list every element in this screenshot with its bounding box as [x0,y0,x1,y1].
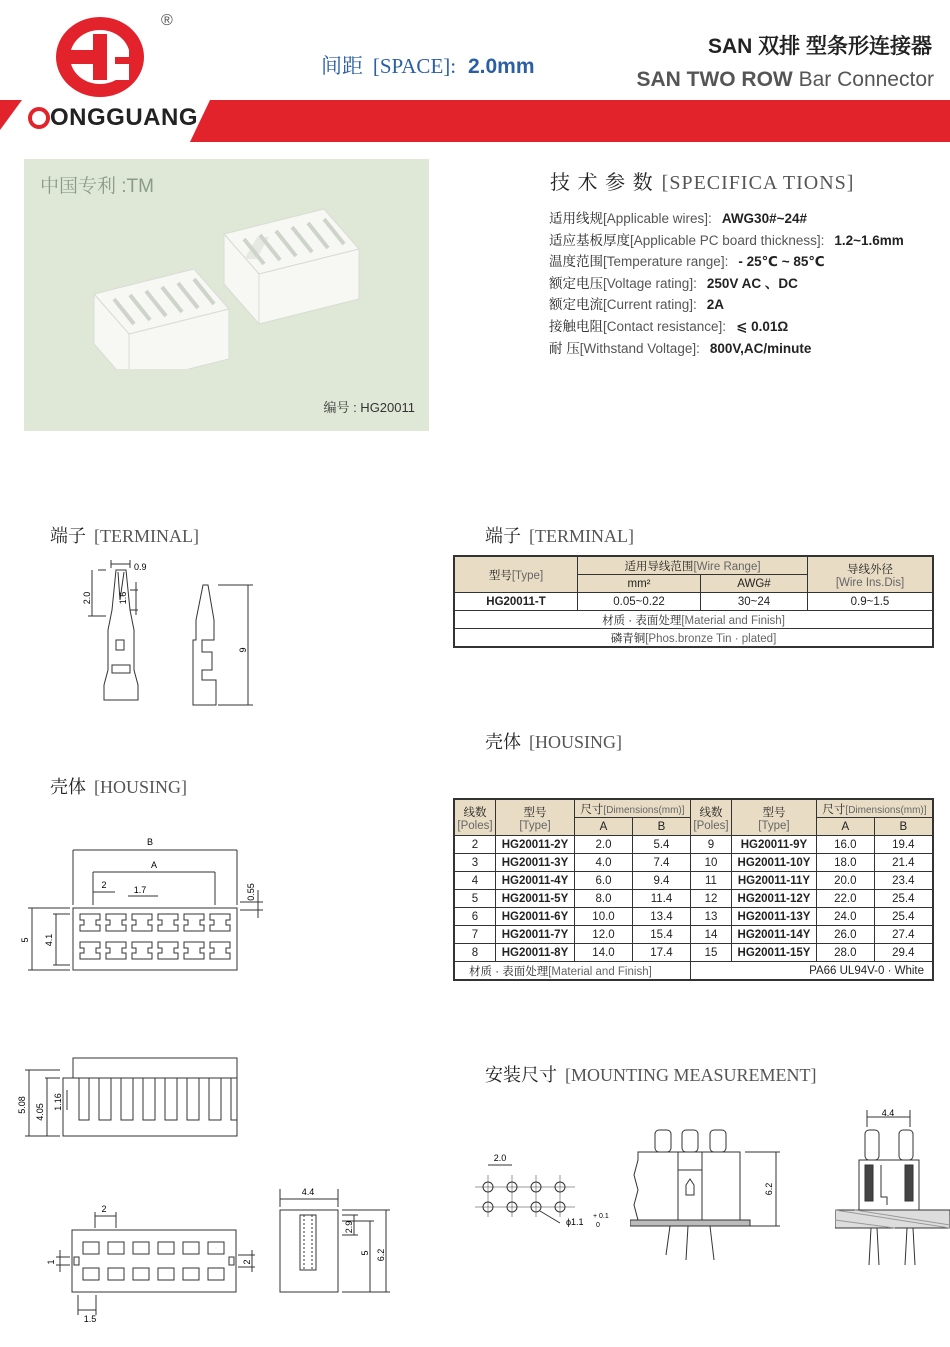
housing-drawing-title-cn: 壳体 [50,777,86,797]
table-cell: HG20011-13Y [731,908,816,926]
spec-row [549,294,904,316]
mounting-title-en: [MOUNTING MEASUREMENT] [565,1065,817,1085]
spec-label-en: [Applicable wires]: [603,211,712,226]
table-cell: 13.4 [632,908,690,926]
hole-tol-plus: + 0.1 [593,1213,609,1220]
dim-2: 2 [101,880,107,890]
col-b-header-2: B [874,818,933,836]
terminal-mm2-value: 0.05~0.22 [578,593,701,611]
mounting-title-cn: 安装尺寸 [485,1065,557,1085]
table-cell: 13 [690,908,731,926]
spec-row [549,208,904,230]
housing-poles-header: 线数 [Poles] [454,799,496,836]
table-cell: 28.0 [816,944,874,962]
table-cell: 3 [454,854,496,872]
table-cell: HG20011-12Y [731,890,816,908]
table-cell: 16.0 [816,836,874,854]
terminal-table-title [485,522,634,548]
dim-2-0: 2.0 [82,591,92,605]
specs-title [550,166,854,195]
table-cell: 7.4 [632,854,690,872]
brand-wordmark [28,103,198,133]
table-cell: HG20011-9Y [731,836,816,854]
table-cell: 9 [690,836,731,854]
spec-value: 1.2~1.6mm [834,232,904,248]
table-cell: 15.4 [632,926,690,944]
table-cell: 14 [690,926,731,944]
dim-9: 9 [238,647,248,653]
table-cell: 24.0 [816,908,874,926]
dim-end-5: 5 [360,1250,370,1256]
table-cell: 20.0 [816,872,874,890]
housing-drawing-title-en: [HOUSING] [94,777,187,797]
specs-title-en: [SPECIFICA TIONS] [661,172,855,194]
table-cell: 17.4 [632,944,690,962]
title-cn-prefix: SAN [707,35,753,58]
housing-material-value: PA66 UL94V-0 · White [690,962,933,981]
pcb-hole-pattern [470,1145,620,1235]
dim-a: A [150,860,158,870]
table-row [454,926,933,944]
terminal-awg-value: 30~24 [701,593,808,611]
table-cell: HG20011-2Y [496,836,575,854]
dim-1-7: 1.7 [133,885,147,895]
spec-row [549,338,904,360]
terminal-type-value: HG20011-T [454,593,578,611]
company-logo [55,14,165,104]
dim-end-4-4: 4.4 [301,1187,315,1197]
terminal-table-title-en: [TERMINAL] [529,526,634,546]
spec-label-cn: 额定电压 [549,275,603,291]
table-cell: 4.0 [575,854,633,872]
pitch-cn: 间距 [321,55,363,78]
table-cell: 2 [454,836,496,854]
terminal-wire-range-header: 适用导线范围[Wire Range] [578,556,808,575]
terminal-table-title-cn: 端子 [485,526,521,546]
housing-end-drawing [270,1185,400,1295]
housing-cavities [80,914,230,959]
table-cell: 10 [690,854,731,872]
table-cell: 4 [454,872,496,890]
housing-table [453,798,934,981]
table-cell: 12 [690,890,731,908]
terminal-ins-value: 0.9~1.5 [808,593,934,611]
spec-label-cn: 适用线规 [549,211,603,226]
terminal-mm2-header: mm² [578,575,701,593]
registered-mark: ® [161,12,173,29]
spec-label-en: [Voltage rating]: [603,275,697,291]
housing-dim-header-2: 尺寸[Dimensions(mm)] [816,799,933,818]
terminal-awg-header: AWG# [701,575,808,593]
table-cell: 2.0 [575,836,633,854]
spec-value: 250V AC 、DC [706,275,798,291]
mount-height: 6.2 [764,1182,774,1196]
product-code: 编号 : HG20011 [323,400,415,415]
housing-material-label: 材质 · 表面处理[Material and Finish] [454,962,690,981]
housing-bottom-drawing [40,1200,270,1325]
table-cell: 8.0 [575,890,633,908]
spec-row [549,230,904,252]
table-cell: 8 [454,944,496,962]
dim-bottom-2: 2 [101,1204,107,1214]
spec-value: AWG30#~24# [721,211,807,226]
table-row [454,836,933,854]
hole-pitch: 2.0 [493,1153,507,1163]
title-cn [708,30,932,60]
table-cell: HG20011-11Y [731,872,816,890]
title-cn-text: 双排 型条形连接器 [758,35,932,58]
table-cell: HG20011-4Y [496,872,575,890]
spec-label-cn: 额定电流 [549,297,603,313]
housing-type-header: 型号 [Type] [496,799,575,836]
table-cell: HG20011-15Y [731,944,816,962]
product-photo [24,159,429,431]
spec-label-en: [Contact resistance]: [603,318,727,334]
housing-type-header-2: 型号 [Type] [731,799,816,836]
dim-5: 5 [20,937,30,943]
spec-label-cn: 接触电阻 [549,318,603,334]
table-cell: HG20011-7Y [496,926,575,944]
mounting-title [485,1061,816,1087]
spec-label-en: [Temperature range]: [603,254,729,270]
col-a-header-2: A [816,818,874,836]
table-cell: HG20011-3Y [496,854,575,872]
specs-title-cn: 技 术 参 数 [550,172,654,194]
spec-row [549,316,904,338]
hole-diameter: ϕ1.1 [566,1217,584,1227]
dim-5-08: 5.08 [17,1096,27,1114]
housing-dim-header: 尺寸[Dimensions(mm)] [575,799,691,818]
table-cell: 22.0 [816,890,874,908]
table-cell: 5.4 [632,836,690,854]
spec-row [549,251,904,273]
housing-table-title-cn: 壳体 [485,732,521,752]
spec-value: - 25℃ ~ 85℃ [738,254,825,270]
spec-label-en: [Withstand Voltage]: [579,340,700,356]
table-cell: 12.0 [575,926,633,944]
table-cell: 15 [690,944,731,962]
connector-photo-image [84,199,384,369]
spec-value: ⩽ 0.01Ω [736,318,789,334]
terminal-drawing [78,560,268,720]
table-row [454,908,933,926]
dim-1-16: 1.16 [53,1093,63,1111]
title-en-text: Bar Connector [798,68,934,91]
spec-label-cn: 耐 压 [549,340,580,356]
housing-table-title [485,728,622,754]
title-en-bold: SAN TWO ROW [636,68,793,91]
table-cell: 25.4 [874,890,933,908]
spec-value: 800V,AC/minute [709,340,812,356]
table-cell: HG20011-14Y [731,926,816,944]
table-row [454,854,933,872]
col-a-header: A [575,818,633,836]
spec-label-en: [Current rating]: [603,297,697,313]
table-cell: 10.0 [575,908,633,926]
table-cell: 19.4 [874,836,933,854]
table-cell: 7 [454,926,496,944]
pitch-value: 2.0mm [467,55,535,78]
dim-0-55: 0.55 [246,883,256,901]
table-cell: 6.0 [575,872,633,890]
terminal-type-header: 型号[Type] [454,556,578,593]
table-cell: 9.4 [632,872,690,890]
table-cell: 23.4 [874,872,933,890]
dim-0-9: 0.9 [134,562,147,572]
dim-b: B [146,837,154,847]
mounting-side-drawing [630,1125,790,1265]
table-cell: 11.4 [632,890,690,908]
housing-table-title-en: [HOUSING] [529,732,622,752]
dim-1-6: 1.6 [118,591,128,605]
dim-4-1: 4.1 [44,933,54,947]
table-row [454,872,933,890]
dim-end-6-2: 6.2 [376,1248,386,1262]
brand-h-icon [28,107,50,129]
table-cell: 25.4 [874,908,933,926]
specs-list [549,208,904,359]
housing-side-drawing [15,1050,255,1150]
housing-top-drawing [18,830,278,980]
table-cell: HG20011-6Y [496,908,575,926]
mounting-end-drawing [835,1105,950,1275]
table-cell: 6 [454,908,496,926]
table-cell: 14.0 [575,944,633,962]
dim-bottom-1: 1 [46,1259,56,1265]
spec-label-en: [Applicable PC board thickness]: [630,232,825,248]
table-cell: 26.0 [816,926,874,944]
patent-label: 中国专利 :TM [40,176,154,197]
terminal-drawing-title-cn: 端子 [50,526,86,546]
brand-name: ONGGUANG [50,104,198,131]
terminal-drawing-title [50,522,199,548]
dim-4-05: 4.05 [35,1103,45,1121]
dim-end-2-9: 2.9 [344,1220,354,1234]
pitch-line [321,50,535,80]
terminal-table [453,555,934,648]
mount-width: 4.4 [881,1108,895,1118]
spec-value: 2A [706,297,725,313]
dim-bottom-1-5: 1.5 [83,1314,97,1324]
table-cell: HG20011-10Y [731,854,816,872]
table-cell: 18.0 [816,854,874,872]
table-cell: 11 [690,872,731,890]
table-row [454,944,933,962]
terminal-material-value: 磷青铜[Phos.bronze Tin · plated] [454,629,933,648]
housing-drawing-title [50,773,187,799]
table-cell: 29.4 [874,944,933,962]
col-b-header: B [632,818,690,836]
table-cell: 21.4 [874,854,933,872]
dim-bottom-2b: 2 [242,1259,252,1265]
hole-tol-zero: 0 [596,1222,600,1229]
housing-poles-header-2: 线数 [Poles] [690,799,731,836]
spec-label-cn: 温度范围 [549,254,603,270]
terminal-ins-header: 导线外径 [Wire Ins.Dis] [808,556,934,593]
table-row [454,890,933,908]
spec-row [549,273,904,295]
table-cell: HG20011-5Y [496,890,575,908]
terminal-drawing-title-en: [TERMINAL] [94,526,199,546]
table-cell: 5 [454,890,496,908]
title-en [636,68,934,92]
terminal-material-label: 材质 · 表面处理[Material and Finish] [454,611,933,629]
table-cell: HG20011-8Y [496,944,575,962]
table-cell: 27.4 [874,926,933,944]
pitch-en: [SPACE]: [372,54,457,78]
spec-label-cn: 适应基板厚度 [549,232,630,248]
